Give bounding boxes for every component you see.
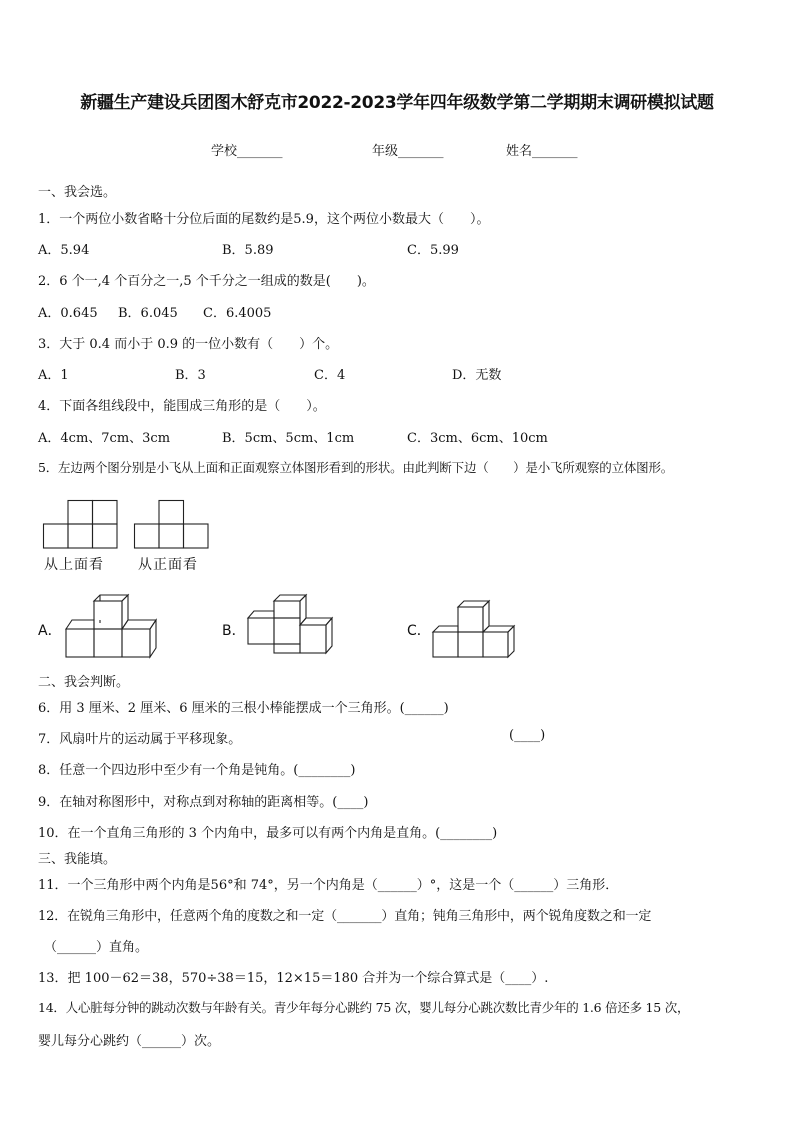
solid-option-a: [64, 594, 160, 660]
solid-option-c: [431, 600, 523, 660]
q1-option-c: C．5.99: [407, 243, 459, 258]
question-13: 13．把 100－62＝38，570÷38＝15，12×15＝180 合并为一个综合算式是（____）.: [38, 971, 549, 986]
solid-option-b: [246, 594, 338, 656]
q1-option-a: A．5.94: [38, 243, 90, 258]
q3-option-a: A．1: [38, 368, 69, 383]
q3-option-c: C．4: [314, 368, 346, 383]
top-view-figure: [43, 500, 123, 550]
question-8: 8．任意一个四边形中至少有一个角是钝角。(________): [38, 763, 356, 778]
q5-option-a-label: A．: [38, 623, 62, 639]
front-view-figure: [134, 500, 214, 550]
name-field: 姓名_______: [506, 144, 578, 159]
question-2: 2．6 个一,4 个百分之一,5 个千分之一组成的数是( )。: [38, 274, 375, 289]
question-4: 4．下面各组线段中，能围成三角形的是（ ）。: [38, 399, 326, 414]
question-6: 6．用 3 厘米、2 厘米、6 厘米的三根小棒能摆成一个三角形。(______): [38, 701, 449, 716]
grade-field: 年级_______: [372, 144, 444, 159]
q2-option-c: C．6.4005: [203, 306, 272, 321]
q5-option-b-label: B．: [222, 623, 246, 639]
question-1: 1．一个两位小数省略十分位后面的尾数约是5.9，这个两位小数最大（ ）。: [38, 212, 490, 227]
q2-option-a: A．0.645: [38, 306, 98, 321]
question-12-line-1: 12．在锐角三角形中，任意两个角的度数之和一定（_______）直角；钝角三角形中，两个锐角度数之和一定: [38, 909, 652, 924]
question-14-line-1: 14．人心脏每分钟的跳动次数与年龄有关。青少年每分心跳约 75 次，婴儿每分心跳次数比青少年的 1.6 倍还多 15 次，: [38, 1000, 690, 1015]
front-view-caption: 从正面看: [138, 557, 198, 573]
question-9: 9．在轴对称图形中，对称点到对称轴的距离相等。(____): [38, 795, 369, 810]
question-11: 11．一个三角形中两个内角是56°和 74°，另一个内角是（______）°，这是一个（______）三角形．: [38, 878, 619, 893]
q5-option-c-label: C．: [407, 623, 431, 639]
q4-option-c: C．3cm、6cm、10cm: [407, 431, 548, 446]
page-title: 新疆生产建设兵团图木舒克市2022-2023学年四年级数学第二学期期末调研模拟试题: [80, 93, 714, 113]
q4-option-a: A．4cm、7cm、3cm: [38, 431, 171, 446]
q3-option-d: D．无数: [452, 368, 502, 383]
section-heading-judge: 二、我会判断。: [38, 675, 130, 690]
section-heading-fill: 三、我能填。: [38, 852, 117, 867]
question-10: 10．在一个直角三角形的 3 个内角中，最多可以有两个内角是直角。(________): [38, 826, 498, 841]
question-12-line-2: （______）直角。: [44, 940, 149, 955]
question-7: 7．风扇叶片的运动属于平移现象。: [38, 732, 242, 747]
question-14-line-2: 婴儿每分心跳约（______）次。: [38, 1034, 221, 1049]
q7-answer-blank: (____): [509, 728, 546, 743]
q1-option-b: B．5.89: [222, 243, 274, 258]
question-5: 5．左边两个图分别是小飞从上面和正面观察立体图形看到的形状。由此判断下边（ ）是小飞所观察的立体图形。: [38, 460, 674, 475]
section-heading-choice: 一、我会选。: [38, 185, 117, 200]
school-field: 学校_______: [211, 144, 283, 159]
top-view-caption: 从上面看: [44, 557, 104, 573]
q2-option-b: B．6.045: [118, 306, 178, 321]
q3-option-b: B．3: [175, 368, 206, 383]
q4-option-b: B．5cm、5cm、1cm: [222, 431, 355, 446]
question-3: 3．大于 0.4 而小于 0.9 的一位小数有（ ）个。: [38, 337, 339, 352]
